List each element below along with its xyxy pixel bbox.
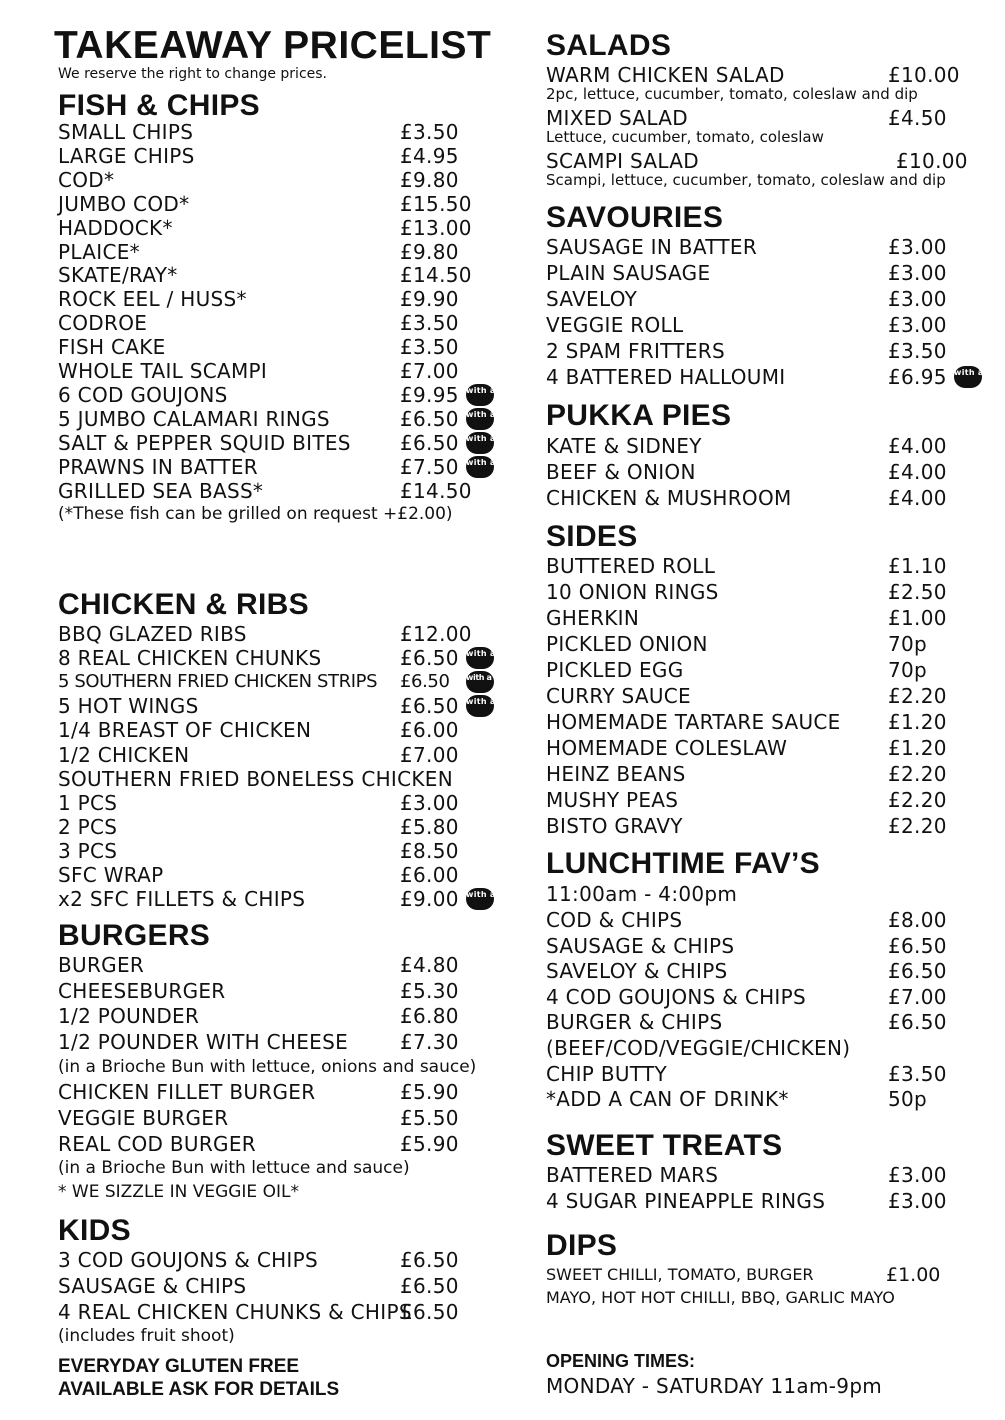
item-price: £2.50 — [888, 580, 947, 604]
item-price: £15.50 — [400, 191, 472, 216]
item-name: 5 HOT WINGS — [58, 694, 199, 719]
opening-times-heading: OPENING TIMES: — [546, 1351, 696, 1371]
item-name: MUSHY PEAS — [546, 788, 679, 812]
item-price: £2.20 — [888, 788, 947, 812]
section-heading-pukka-pies: PUKKA PIES — [546, 399, 732, 432]
item-name: SKATE/RAY* — [58, 263, 178, 288]
item-price: £9.90 — [400, 287, 459, 312]
item-price: £3.00 — [888, 261, 947, 285]
item-price: £7.00 — [400, 742, 459, 767]
item-description: 2pc, lettuce, cucumber, tomato, coleslaw and dip — [546, 85, 918, 103]
item-name: BISTO GRAVY — [546, 814, 683, 838]
item-price: £3.50 — [888, 1061, 947, 1086]
item-name: 1/2 POUNDER WITH CHEESE — [58, 1029, 349, 1054]
item-name: 4 REAL CHICKEN CHUNKS & CHIPS — [58, 1300, 412, 1324]
item-price: £1.10 — [888, 554, 947, 578]
item-name: CHEESEBURGER — [58, 978, 226, 1003]
item-name: LARGE CHIPS — [58, 143, 195, 168]
with-a-dip-badge: with a dip — [466, 695, 494, 717]
item-price: £6.50 — [400, 430, 459, 455]
with-a-dip-badge: with a dip — [466, 671, 494, 693]
item-price: £3.00 — [888, 287, 947, 311]
item-name: PICKLED ONION — [546, 632, 708, 656]
item-name: SAVELOY — [546, 287, 638, 311]
item-price: £6.50 — [400, 671, 450, 693]
item-price: £14.50 — [400, 263, 472, 288]
item-name: 4 COD GOUJONS & CHIPS — [546, 984, 806, 1009]
item-name: 4 BATTERED HALLOUMI — [546, 365, 786, 389]
item-name: 3 COD GOUJONS & CHIPS — [58, 1248, 318, 1272]
item-price: £3.50 — [888, 339, 947, 363]
dips-line-2: MAYO, HOT HOT CHILLI, BBQ, GARLIC MAYO — [546, 1288, 895, 1307]
item-price: £6.00 — [400, 863, 459, 887]
section-heading-sweet-treats: SWEET TREATS — [546, 1129, 783, 1162]
item-name: SAVELOY & CHIPS — [546, 959, 728, 984]
item-price: £3.50 — [400, 120, 459, 144]
item-price: £8.00 — [888, 908, 947, 932]
item-price: £7.30 — [400, 1029, 459, 1054]
item-name: PLAIN SAUSAGE — [546, 261, 711, 285]
item-price: £9.95 — [400, 382, 459, 407]
item-name: HADDOCK* — [58, 215, 173, 240]
item-price: £6.50 — [400, 1248, 459, 1272]
section-heading-chicken-ribs: CHICKEN & RIBS — [58, 588, 309, 621]
item-price: £1.20 — [888, 736, 947, 760]
item-name: WARM CHICKEN SALAD — [546, 63, 785, 87]
item-description: Lettuce, cucumber, tomato, coleslaw — [546, 128, 824, 146]
item-price: £10.00 — [896, 149, 968, 173]
item-name: SMALL CHIPS — [58, 120, 194, 144]
item-name: BATTERED MARS — [546, 1163, 719, 1187]
item-price: £6.50 — [888, 959, 947, 984]
item-name: WHOLE TAIL SCAMPI — [58, 359, 268, 383]
item-name: MIXED SALAD — [546, 106, 688, 130]
item-name: BURGER & CHIPS — [546, 1010, 723, 1035]
item-price: £5.30 — [400, 978, 459, 1003]
item-name: SAUSAGE & CHIPS — [58, 1274, 247, 1298]
item-name: PICKLED EGG — [546, 658, 684, 682]
item-price: £6.50 — [400, 694, 459, 719]
item-name: 5 SOUTHERN FRIED CHICKEN STRIPS — [58, 671, 378, 693]
item-name: HOMEMADE TARTARE SAUCE — [546, 710, 841, 734]
item-price: £2.20 — [888, 762, 947, 786]
item-name: 10 ONION RINGS — [546, 580, 719, 604]
item-name: (BEEF/COD/VEGGIE/CHICKEN) — [546, 1036, 851, 1060]
item-price: £4.50 — [888, 106, 947, 130]
item-price: £7.00 — [400, 359, 459, 383]
item-price: £3.00 — [888, 235, 947, 259]
item-name: 2 PCS — [58, 814, 118, 839]
with-a-dip-badge: with a dip — [466, 647, 494, 669]
item-name: JUMBO COD* — [58, 191, 190, 216]
with-a-dip-badge: with a dip — [466, 408, 494, 430]
item-description: Scampi, lettuce, cucumber, tomato, coleslaw and dip — [546, 171, 946, 189]
item-name: FISH CAKE — [58, 335, 166, 360]
item-name: 8 REAL CHICKEN CHUNKS — [58, 646, 322, 671]
item-name: 5 JUMBO CALAMARI RINGS — [58, 406, 330, 431]
item-name: 2 SPAM FRITTERS — [546, 339, 725, 363]
item-price: £9.00 — [400, 887, 459, 912]
item-price: £6.50 — [888, 933, 947, 958]
item-name: 1/2 CHICKEN — [58, 742, 190, 767]
item-price: £12.00 — [400, 622, 472, 646]
item-price: £6.50 — [400, 1274, 459, 1298]
item-name: VEGGIE BURGER — [58, 1106, 229, 1130]
item-name: SCAMPI SALAD — [546, 149, 699, 173]
item-price: £1.00 — [888, 606, 947, 630]
item-price: £4.80 — [400, 953, 459, 977]
item-name: PLAICE* — [58, 239, 140, 264]
item-price: £6.50 — [888, 1010, 947, 1035]
item-price: £10.00 — [888, 63, 960, 87]
item-name: CHICKEN FILLET BURGER — [58, 1080, 316, 1104]
item-price: £3.50 — [400, 311, 459, 336]
item-price: £6.50 — [400, 1300, 459, 1324]
item-price: 70p — [888, 658, 928, 682]
item-price: £1.20 — [888, 710, 947, 734]
item-price: £3.00 — [400, 790, 459, 815]
item-name: CODROE — [58, 311, 148, 336]
item-price: £6.50 — [400, 406, 459, 431]
item-name: SFC WRAP — [58, 863, 164, 887]
section-heading-kids: KIDS — [58, 1214, 131, 1247]
item-price: £6.50 — [400, 646, 459, 671]
item-price: £3.50 — [400, 335, 459, 360]
item-price: £5.90 — [400, 1132, 459, 1156]
item-price: £3.00 — [888, 1163, 947, 1187]
item-name: BURGER — [58, 953, 145, 977]
item-name: ROCK EEL / HUSS* — [58, 287, 247, 312]
item-name: 1 PCS — [58, 790, 118, 815]
item-name: SALT & PEPPER SQUID BITES — [58, 430, 351, 455]
item-price: £3.00 — [888, 313, 947, 337]
fish-grill-note: (*These fish can be grilled on request +£2.00) — [58, 504, 453, 524]
section-heading-salads: SALADS — [546, 29, 672, 62]
item-name: HOMEMADE COLESLAW — [546, 736, 788, 760]
item-name: CURRY SAUCE — [546, 684, 691, 708]
item-name: CHICKEN & MUSHROOM — [546, 486, 792, 510]
item-price: 50p — [888, 1087, 928, 1112]
item-price: £4.00 — [888, 460, 947, 484]
item-price: £13.00 — [400, 215, 472, 240]
item-price: £5.80 — [400, 814, 459, 839]
item-price: £7.00 — [888, 984, 947, 1009]
item-name: PRAWNS IN BATTER — [58, 454, 259, 479]
item-price: £9.80 — [400, 239, 459, 264]
item-price: £2.20 — [888, 814, 947, 838]
item-name: 3 PCS — [58, 838, 118, 863]
item-name: 4 SUGAR PINEAPPLE RINGS — [546, 1189, 826, 1213]
with-a-dip-badge: with a dip — [466, 888, 494, 910]
with-a-dip-badge: with a dip — [466, 384, 494, 406]
item-name: *ADD A CAN OF DRINK* — [546, 1087, 789, 1112]
dips-price: £1.00 — [886, 1264, 941, 1286]
item-name: GHERKIN — [546, 606, 640, 630]
item-price: 70p — [888, 632, 928, 656]
item-name: KATE & SIDNEY — [546, 434, 702, 458]
item-name: HEINZ BEANS — [546, 762, 686, 786]
item-price: £6.00 — [400, 718, 459, 743]
item-name: COD & CHIPS — [546, 908, 683, 932]
item-price: £14.50 — [400, 478, 472, 503]
item-name: 1/4 BREAST OF CHICKEN — [58, 718, 312, 743]
section-heading-fish-chips: FISH & CHIPS — [58, 89, 260, 122]
item-name: SOUTHERN FRIED BONELESS CHICKEN — [58, 766, 453, 791]
item-name: BEEF & ONION — [546, 460, 696, 484]
section-heading-dips: DIPS — [546, 1229, 618, 1262]
section-heading-lunchtime: LUNCHTIME FAV’S — [546, 847, 820, 880]
dips-line-1: SWEET CHILLI, TOMATO, BURGER — [546, 1265, 814, 1284]
item-name: 6 COD GOUJONS — [58, 382, 228, 407]
item-name: BUTTERED ROLL — [546, 554, 716, 578]
item-price: £5.50 — [400, 1106, 459, 1130]
with-a-dip-badge: with a dip — [466, 456, 494, 478]
item-price: £4.00 — [888, 486, 947, 510]
item-price: £9.80 — [400, 167, 459, 192]
item-name: CHIP BUTTY — [546, 1061, 667, 1086]
item-name: SAUSAGE IN BATTER — [546, 235, 758, 259]
section-heading-sides: SIDES — [546, 520, 638, 553]
item-price: £4.95 — [400, 143, 459, 168]
item-price: £6.95 — [888, 365, 947, 389]
item-name: x2 SFC FILLETS & CHIPS — [58, 887, 306, 912]
burgers-note-2: (in a Brioche Bun with lettuce and sauce) — [58, 1158, 410, 1178]
section-heading-burgers: BURGERS — [58, 919, 211, 952]
item-name: REAL COD BURGER — [58, 1132, 256, 1156]
item-price: £3.00 — [888, 1189, 947, 1213]
item-price: £6.80 — [400, 1004, 459, 1028]
with-a-dip-badge: with a dip — [954, 366, 982, 388]
section-heading-savouries: SAVOURIES — [546, 201, 724, 234]
with-a-dip-badge: with a dip — [466, 432, 494, 454]
item-name: SAUSAGE & CHIPS — [546, 933, 735, 958]
item-name: VEGGIE ROLL — [546, 313, 684, 337]
item-name: 1/2 POUNDER — [58, 1004, 200, 1028]
item-price: £5.90 — [400, 1080, 459, 1104]
gluten-free-line-1: EVERYDAY GLUTEN FREE — [58, 1356, 300, 1377]
item-name: GRILLED SEA BASS* — [58, 478, 264, 503]
item-price: £4.00 — [888, 434, 947, 458]
burgers-note-1: (in a Brioche Bun with lettuce, onions and sauce) — [58, 1057, 477, 1077]
gluten-free-line-2: AVAILABLE ASK FOR DETAILS — [58, 1379, 340, 1400]
item-price: £7.50 — [400, 454, 459, 479]
page-title: TAKEAWAY PRICELIST — [54, 24, 492, 67]
veggie-oil-note: * WE SIZZLE IN VEGGIE OIL* — [58, 1182, 299, 1202]
item-price: £2.20 — [888, 684, 947, 708]
item-price: £8.50 — [400, 838, 459, 863]
item-name: COD* — [58, 167, 115, 192]
item-name: BBQ GLAZED RIBS — [58, 622, 247, 646]
page-subtitle: We reserve the right to change prices. — [58, 66, 327, 82]
kids-note: (includes fruit shoot) — [58, 1326, 235, 1346]
